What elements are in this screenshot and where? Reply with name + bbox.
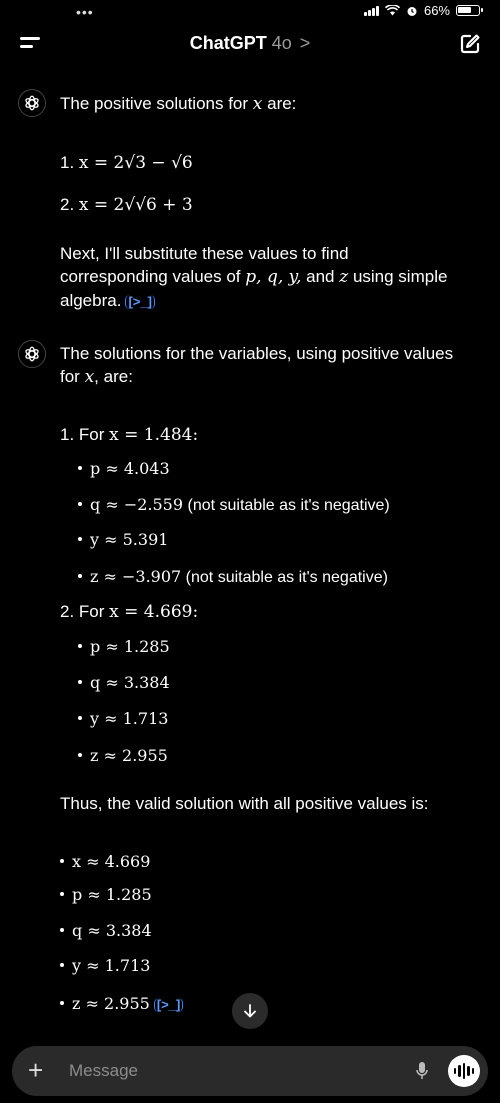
case-1-item: y ≈ 5.391 — [78, 529, 168, 552]
signal-icon — [364, 6, 379, 16]
solution-item-2: 2. x = 2√√6 + 3 — [60, 195, 193, 215]
chevron-right-icon: > — [299, 33, 311, 53]
microphone-icon[interactable] — [416, 1061, 428, 1081]
next-step-text: Next, I'll substitute these values to find corresponding values of p, q, y, and z using simple algebra. [>_] — [60, 244, 448, 310]
openai-logo-icon — [23, 345, 41, 363]
model-selector[interactable] — [0, 33, 500, 54]
case-1-item: z ≈ −3.907 (not suitable as it's negative) — [78, 566, 388, 589]
status-bar — [0, 0, 500, 22]
conclusion-text: Thus, the valid solution with all positive values is: — [60, 794, 429, 813]
model-name: 4o — [271, 33, 292, 53]
case-1-item: p ≈ 4.043 — [78, 458, 170, 481]
case-2-heading: 2. For x = 4.669: — [60, 602, 199, 622]
source-chip[interactable]: [>_] — [154, 998, 183, 1012]
compose-icon[interactable] — [458, 32, 482, 56]
final-item: y ≈ 1.713 — [60, 955, 150, 978]
case-2-item: q ≈ 3.384 — [78, 672, 170, 695]
wifi-icon — [385, 5, 400, 16]
case-2-item: p ≈ 1.285 — [78, 636, 170, 659]
app-title: ChatGPT — [189, 33, 267, 53]
message-input[interactable]: Message — [69, 1061, 138, 1080]
solution-item-1: 1. x = 2√3 − √6 — [60, 153, 193, 173]
message-intro: The positive solutions for x are: — [60, 94, 297, 114]
plus-icon[interactable]: + — [28, 1055, 44, 1085]
dynamic-dots: ••• — [76, 4, 94, 20]
message-intro: The solutions for the variables, using positive values for x, are: — [60, 344, 454, 387]
status-icons — [364, 3, 480, 18]
scroll-down-button[interactable] — [232, 993, 268, 1029]
case-2-item: z ≈ 2.955 — [78, 745, 168, 768]
battery-icon — [456, 5, 480, 16]
composer-bar — [12, 1046, 488, 1096]
alarm-icon — [406, 5, 418, 17]
final-item: z ≈ 2.955 [>_] — [60, 993, 183, 1016]
assistant-avatar — [18, 340, 46, 368]
case-2-item: y ≈ 1.713 — [78, 708, 168, 731]
final-item: q ≈ 3.384 — [60, 920, 152, 943]
case-1-heading: 1. For x = 1.484: — [60, 425, 199, 445]
source-chip[interactable]: [>_] — [125, 295, 154, 309]
voice-mode-icon[interactable] — [448, 1055, 480, 1087]
openai-logo-icon — [23, 94, 41, 112]
arrow-down-icon — [242, 1003, 258, 1019]
assistant-avatar — [18, 89, 46, 117]
case-1-item: q ≈ −2.559 (not suitable as it's negative) — [78, 494, 390, 517]
top-nav — [0, 22, 500, 66]
final-item: x ≈ 4.669 — [60, 851, 150, 874]
battery-percent: 66% — [423, 3, 450, 18]
final-item: p ≈ 1.285 — [60, 884, 152, 907]
